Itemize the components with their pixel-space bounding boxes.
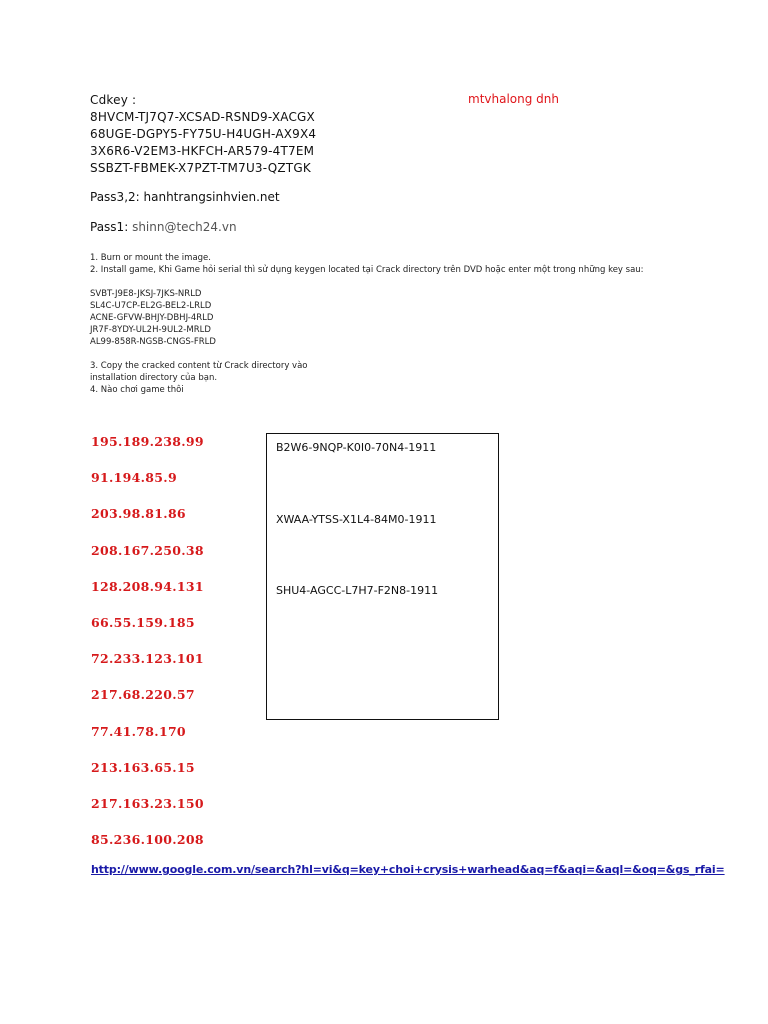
step-3-line-2: installation directory của bạn.: [90, 373, 218, 383]
step-3-line-1: 3. Copy the cracked content từ Crack directory vào: [90, 361, 308, 371]
pass32-label: Pass3,2:: [90, 190, 140, 204]
serial-key-5: AL99-858R-NGSB-CNGS-FRLD: [90, 337, 216, 347]
box-key-1: B2W6-9NQP-K0I0-70N4-1911: [276, 441, 437, 454]
search-link[interactable]: http://www.google.com.vn/search?hl=vi&q=key+choi+crysis+warhead&aq=f&aqi=&aql=&oq=&gs_rfai=: [91, 863, 725, 876]
pass32-line: [90, 190, 280, 204]
ip-address: 213.163.65.15: [91, 759, 195, 775]
key-box: [266, 433, 499, 720]
step-2: 2. Install game, Khi Game hỏi serial thì sử dụng keygen located tại Crack directory trên DVD hoặc enter một trong những key sau:: [90, 265, 644, 275]
ip-address: 128.208.94.131: [91, 578, 204, 594]
serial-key-3: ACNE-GFVW-BHJY-DBHJ-4RLD: [90, 313, 214, 323]
ip-address: 72.233.123.101: [91, 651, 204, 667]
cdkey-1: 8HVCM-TJ7Q7-XCSAD-RSND9-XACGX: [90, 110, 315, 124]
ip-address: 203.98.81.86: [91, 506, 186, 522]
ip-address: 217.163.23.150: [91, 795, 204, 811]
box-key-2: XWAA-YTSS-X1L4-84M0-1911: [276, 513, 437, 526]
serial-key-4: JR7F-8YDY-UL2H-9UL2-MRLD: [90, 325, 211, 335]
cdkey-label: Cdkey :: [90, 93, 137, 107]
pass1-line: [90, 220, 237, 234]
ip-address: 217.68.220.57: [91, 687, 195, 703]
serial-key-1: SVBT-J9E8-JKSJ-7JKS-NRLD: [90, 289, 202, 299]
step-4: 4. Nào chơi game thôi: [90, 385, 184, 395]
ip-address: 77.41.78.170: [91, 723, 186, 739]
cdkey-3: 3X6R6-V2EM3-HKFCH-AR579-4T7EM: [90, 144, 315, 158]
ip-address: 208.167.250.38: [91, 542, 204, 558]
cdkey-2: 68UGE-DGPY5-FY75U-H4UGH-AX9X4: [90, 127, 317, 141]
ip-address: 85.236.100.208: [91, 832, 204, 848]
author-tag: mtvhalong dnh: [468, 92, 559, 106]
cdkey-block: [90, 92, 316, 177]
pass32-value: hanhtrangsinhvien.net: [143, 190, 280, 204]
step-1: 1. Burn or mount the image.: [90, 253, 211, 263]
ip-list: [91, 434, 204, 868]
pass1-value: shinn@tech24.vn: [132, 220, 237, 234]
ip-address: 91.194.85.9: [91, 470, 177, 486]
box-key-3: SHU4-AGCC-L7H7-F2N8-1911: [276, 584, 439, 597]
ip-address: 195.189.238.99: [91, 434, 204, 449]
cdkey-4: SSBZT-FBMEK-X7PZT-TM7U3-QZTGK: [90, 161, 311, 175]
serial-key-2: SL4C-U7CP-EL2G-BEL2-LRLD: [90, 301, 212, 311]
install-instructions: [90, 252, 644, 396]
pass1-label: Pass1:: [90, 220, 129, 234]
ip-address: 66.55.159.185: [91, 614, 195, 630]
